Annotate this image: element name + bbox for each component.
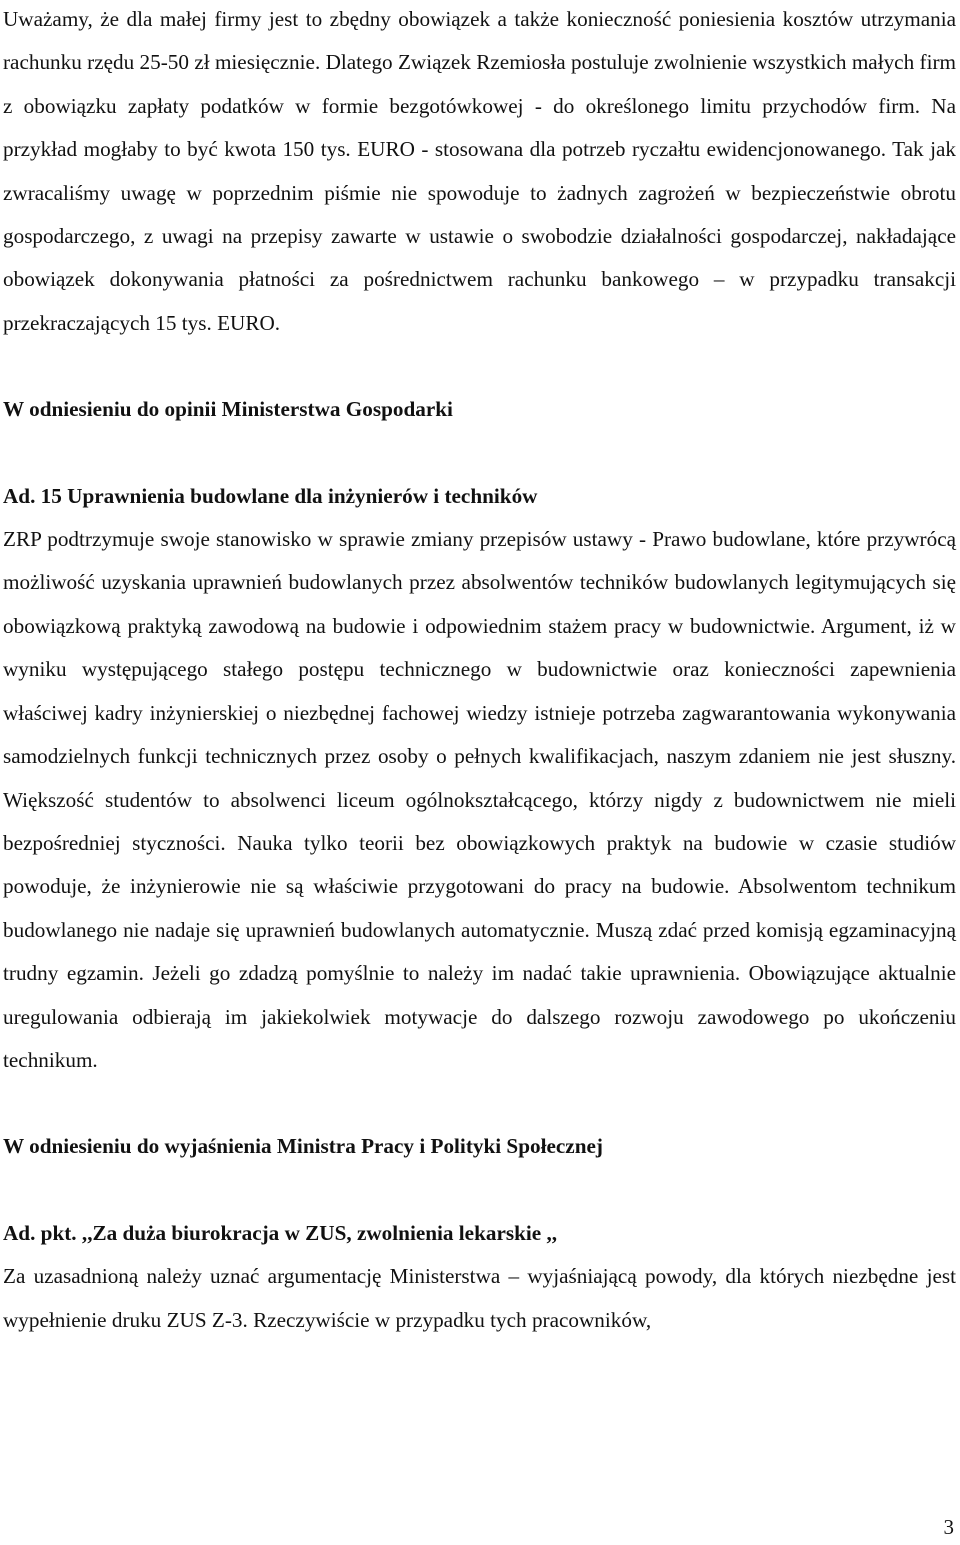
spacer: [3, 1169, 956, 1212]
paragraph-intro: Uważamy, że dla małej firmy jest to zbędny obowiązek a także konieczność poniesienia kosztów utrzymania rachunku rzędu 25-50 zł miesięcznie. Dlatego Związek Rzemiosła postuluje zwolnienie wszystkich małych firm z obowiązku zapłaty podatków w formie bezgotówkowej - do określonego limitu przychodów firm. Na przykład mogłaby to być kwota 150 tys. EURO - stosowana dla potrzeb ryczałtu ewidencjonowanego. Tak jak zwracaliśmy uwagę w poprzednim piśmie nie spowoduje to żadnych zagrożeń w bezpieczeństwie obrotu gospodarczego, z uwagi na przepisy zawarte w ustawie o swobodzie działalności gospodarczej, nakładające obowiązek dokonywania płatności za pośrednictwem rachunku bankowego – w przypadku transakcji przekraczających 15 tys. EURO.: [3, 7, 956, 335]
paragraph-zrp: ZRP podtrzymuje swoje stanowisko w sprawie zmiany przepisów ustawy - Prawo budowlane, które przywrócą możliwość uzyskania uprawnień budowlanych przez absolwentów techników budowlanych legitymujących się obowiązkową praktyką zawodową na budowie i odpowiednim stażem pracy w budownictwie. Argument, iż w wyniku występującego stałego postępu technicznego w budownictwie oraz konieczności zapewnienia właściwej kadry inżynierskiej o niezbędnej fachowej wiedzy istnieje potrzeba zagwarantowania wykonywania samodzielnych funkcji technicznych przez osoby o pełnych kwalifikacjach, naszym zdaniem nie jest słuszny. Większość studentów to absolwenci liceum ogólnokształcącego, którzy nigdy z budownictwem nie mieli bezpośredniej styczności. Nauka tylko teorii bez obowiązkowych praktyk na budowie w czasie studiów powoduje, że inżynierowie nie są właściwie przygotowani do pracy na budowie. Absolwentom technikum budowlanego nie nadaje się uprawnień budowlanych automatycznie. Muszą zdać przed komisją egzaminacyjną trudny egzamin. Jeżeli go zdadzą pomyślnie to należy im nadać takie uprawnienia. Obowiązujące aktualnie uregulowania odbierają im jakiekolwiek motywacje do dalszego rozwoju zawodowego po ukończeniu technikum.: [3, 527, 956, 1072]
paragraph-zus: Za uzasadnioną należy uznać argumentację Ministerstwa – wyjaśniającą powody, dla których niezbędne jest wypełnienie druku ZUS Z-3. Rzeczywiście w przypadku tych pracowników,: [3, 1264, 956, 1332]
heading-ad-pkt: Ad. pkt. ,,Za duża biurokracja w ZUS, zwolnienia lekarskie ,,: [3, 1220, 558, 1245]
heading-ministry-economy: W odniesieniu do opinii Ministerstwa Gospodarki: [3, 397, 453, 422]
heading-ad-15: Ad. 15 Uprawnienia budowlane dla inżynierów i techników: [3, 483, 538, 508]
page-number: 3: [943, 1515, 954, 1539]
document-page: [3, 0, 956, 1342]
spacer: [3, 1082, 956, 1125]
spacer: [3, 432, 956, 475]
spacer: [3, 345, 956, 388]
heading-minister-labour: W odniesieniu do wyjaśnienia Ministra Pracy i Polityki Społecznej: [3, 1134, 603, 1159]
